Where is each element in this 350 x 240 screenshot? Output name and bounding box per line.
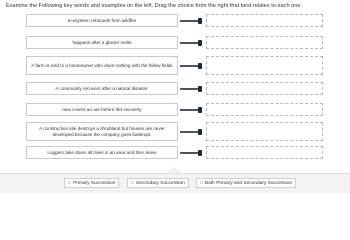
connector-line (180, 88, 199, 90)
connector-line (180, 42, 199, 44)
choice-secondary-succession[interactable] (127, 178, 189, 188)
connector-knob (198, 63, 202, 69)
drop-zone[interactable] (206, 82, 323, 95)
choice-tray (0, 173, 350, 193)
prompt-card: A community recovers after a natural disaster. (26, 82, 178, 95)
connector-knob (198, 107, 202, 113)
drag-handle-icon: ⠿ (68, 180, 71, 185)
prompt-card: happens after a glacier melts (26, 36, 178, 49)
prompt-card: A construction site destroys a shrubland but houses are never developed because the company goes bankrupt. (26, 122, 178, 141)
connector-line (180, 131, 199, 133)
match-row (26, 36, 326, 49)
drop-zone[interactable] (206, 146, 323, 159)
match-row (26, 14, 326, 27)
choice-label: Secondary Succession (136, 180, 185, 186)
choice-primary-succession[interactable] (64, 178, 119, 188)
match-row (26, 82, 326, 95)
tray-pointer-fill (169, 168, 179, 173)
prompt-card: lava covers an are before this recovery (26, 103, 178, 116)
connector-line (180, 109, 199, 111)
drop-zone[interactable] (206, 36, 323, 49)
drop-zone[interactable] (206, 14, 323, 27)
match-row (26, 146, 326, 159)
match-row (26, 103, 326, 116)
connector-line (180, 65, 199, 67)
choice-label: Primary Succession (73, 180, 116, 186)
drop-zone[interactable] (206, 103, 323, 116)
drop-zone[interactable] (206, 122, 323, 141)
choice-both-succession[interactable] (196, 178, 296, 188)
match-row (26, 122, 326, 141)
prompt-card: A farm is sold to a homeowner who does nothing with the fallow fields (26, 56, 178, 75)
connector-knob (198, 86, 202, 92)
drag-handle-icon: ⠿ (200, 180, 203, 185)
connector-line (180, 152, 199, 154)
connector-knob (198, 129, 202, 135)
choice-label: Both Primary and Secondary Succession (205, 180, 293, 186)
drop-zone[interactable] (206, 56, 323, 75)
connector-knob (198, 150, 202, 156)
instructions-text: Examine the Following key words and examples on the left. Drag the choice from the right that best relates to each one. (6, 3, 303, 9)
connector-knob (198, 40, 202, 46)
drag-handle-icon: ⠿ (131, 180, 134, 185)
connector-knob (198, 18, 202, 24)
prompt-card: ecosystem rebounds from wildfire (26, 14, 178, 27)
connector-line (180, 20, 199, 22)
prompt-card: Loggers take down all trees in an area and then leave (26, 146, 178, 159)
match-row (26, 56, 326, 75)
